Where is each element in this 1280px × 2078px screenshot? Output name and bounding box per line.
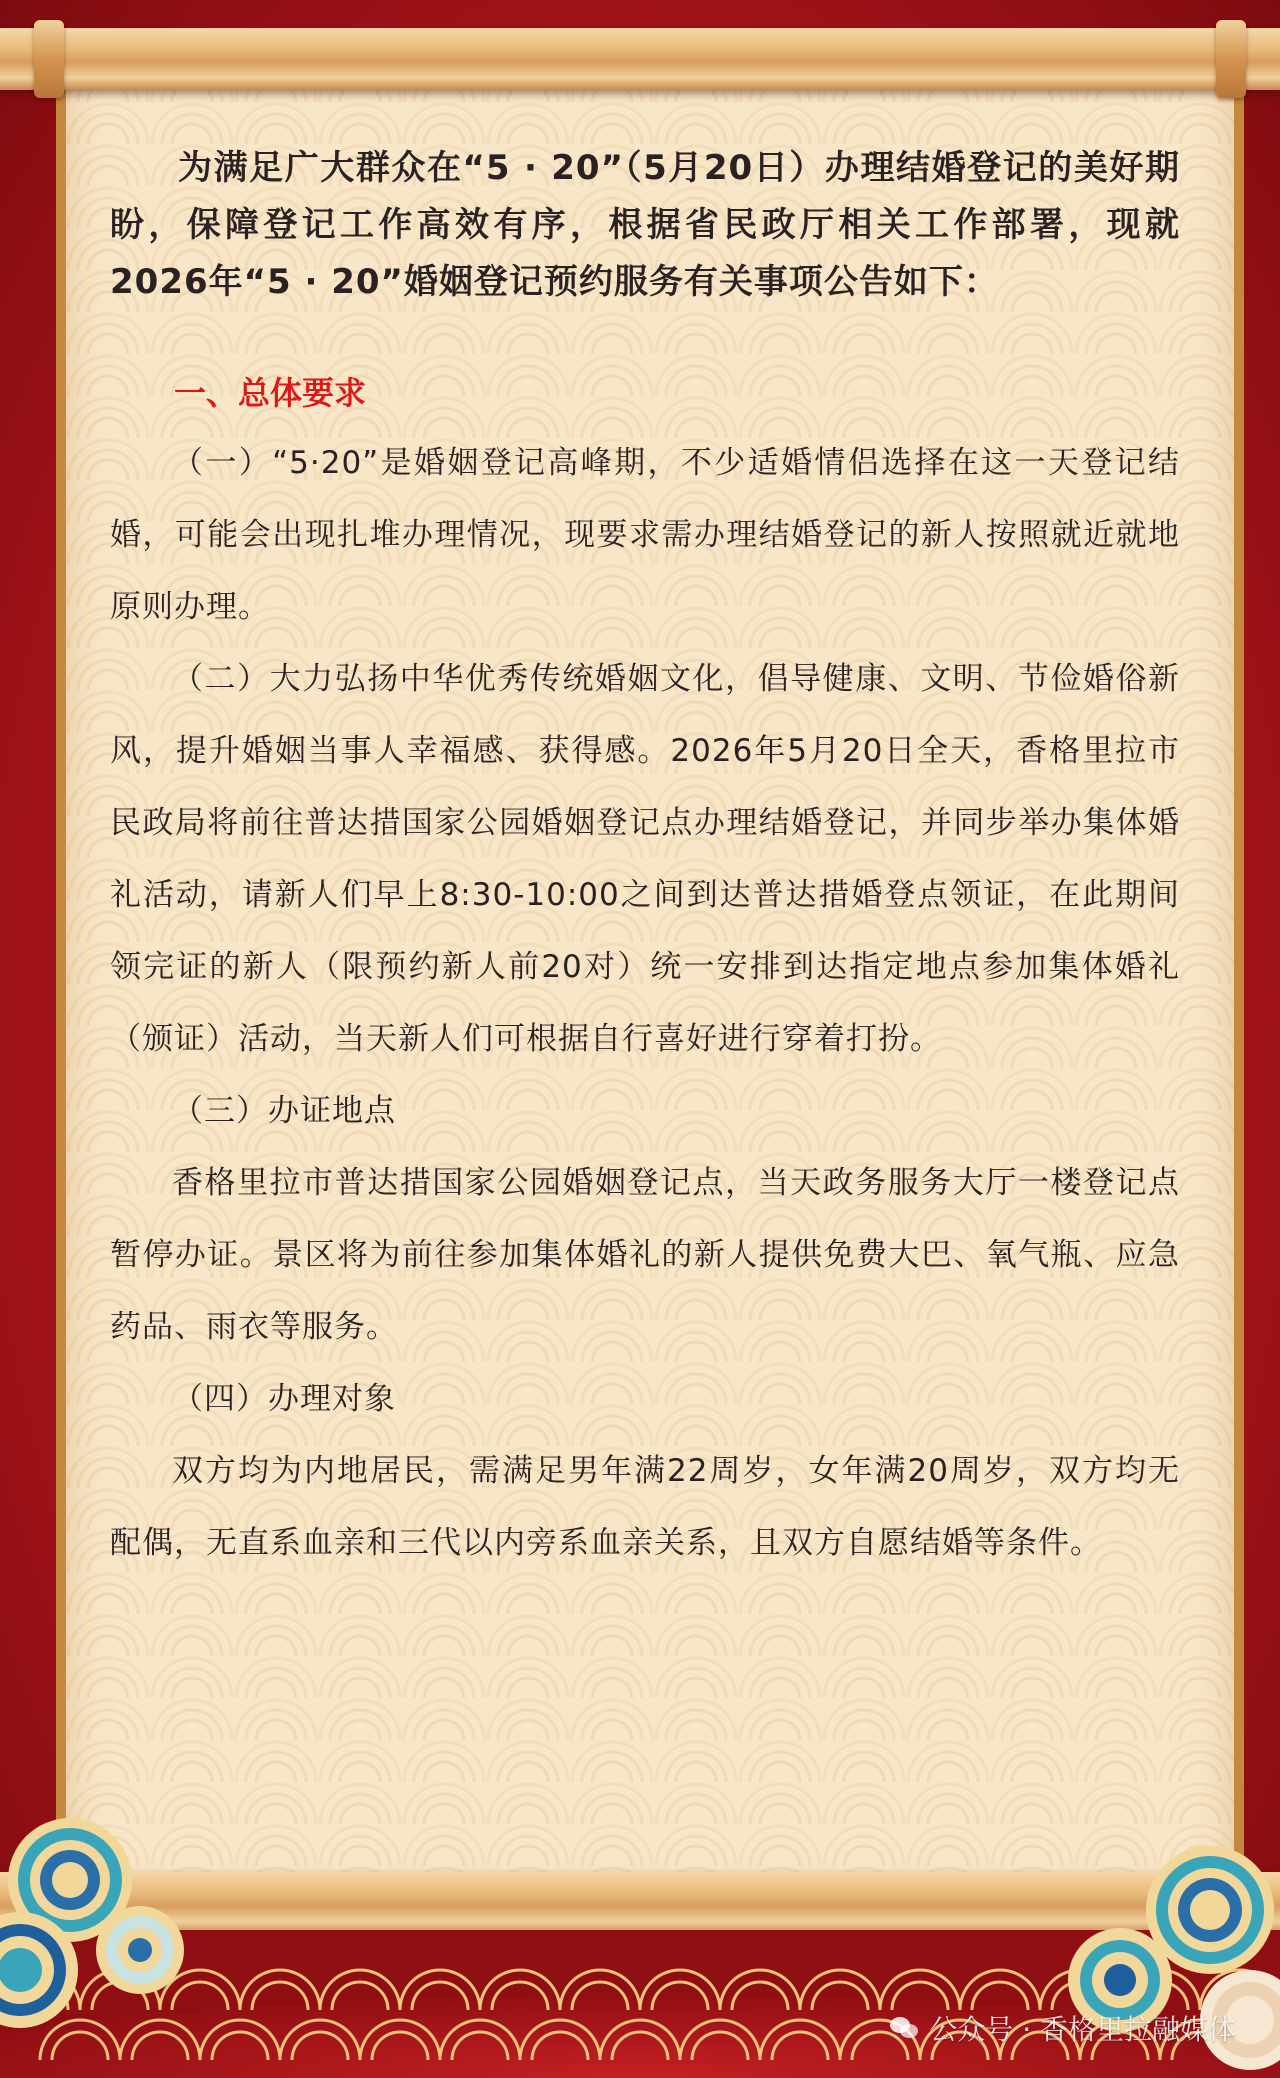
notice-content [110,140,1180,1579]
item-3-title: （三）办证地点 [172,1093,396,1129]
watermark [889,2008,1236,2048]
item-4-paragraph: 双方均为内地居民，需满足男年满22周岁，女年满20周岁，双方均无配偶，无直系血亲和三代以内旁系血亲关系，且双方自愿结婚等条件。 [110,1453,1180,1561]
intro-paragraph: 为满足广大群众在“5 · 20”（5月20日）办理结婚登记的美好期盼，保障登记工作高效有序，根据省民政厅相关工作部署，现就2026年“5 · 20”婚姻登记预约服务有关事项公告如下： [110,148,1180,302]
scroll-rod-top [0,28,1280,90]
wechat-icon [889,2015,919,2041]
watermark-text: 公众号 · 香格里拉融媒体 [929,2013,1236,2046]
item-2-paragraph: （二）大力弘扬中华优秀传统婚姻文化，倡导健康、文明、节俭婚俗新风，提升婚姻当事人幸福感、获得感。2026年5月20日全天，香格里拉市民政局将前往普达措国家公园婚姻登记点办理结婚登记，并同步举办集体婚礼活动，请新人们早上8:30-10:00之间到达普达措婚登点领证，在此期间领完证的新人（限预约新人前20对）统一安排到达指定地点参加集体婚礼（颁证）活动，当天新人们可根据自行喜好进行穿着打扮。 [110,661,1180,1057]
item-1-paragraph: （一）“5·20”是婚姻登记高峰期，不少适婚情侣选择在这一天登记结婚，可能会出现扎堆办理情况，现要求需办理结婚登记的新人按照就近就地原则办理。 [110,445,1180,625]
item-4-title: （四）办理对象 [172,1381,396,1417]
item-3-paragraph: 香格里拉市普达措国家公园婚姻登记点，当天政务服务大厅一楼登记点暂停办证。景区将为前往参加集体婚礼的新人提供免费大巴、氧气瓶、应急药品、雨衣等服务。 [110,1165,1180,1345]
section-heading-general-requirements: 一、总体要求 [174,374,367,412]
rod-cap-right [1216,20,1246,98]
rod-cap-left [34,20,64,98]
